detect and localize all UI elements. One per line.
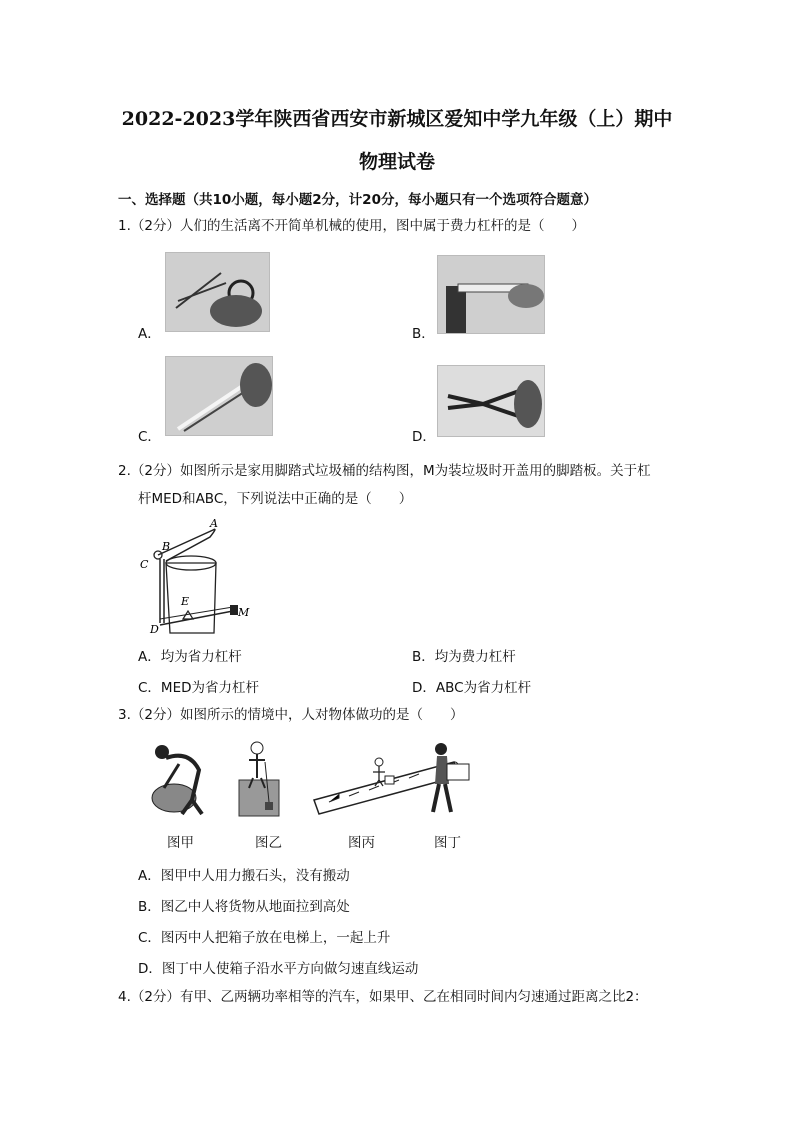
chopsticks-image xyxy=(166,357,272,435)
q1-option-a-label: A． xyxy=(138,326,161,342)
q3-option-a: A．图甲中人用力搬石头，没有搬动 xyxy=(138,868,350,884)
q1-option-d-label: D． xyxy=(412,429,436,445)
section-heading: 一、选择题（共10小题，每小题2分，计20分，每小题只有一个选项符合题意） xyxy=(118,192,597,208)
q1-chopsticks-photo xyxy=(165,356,273,436)
q3-scenes-figure xyxy=(144,740,474,820)
label-b: B xyxy=(162,540,171,553)
label-e: E xyxy=(181,595,190,608)
bottle-opener-image xyxy=(438,256,544,333)
question-3-stem: 3.（2分）如图所示的情境中，人对物体做功的是（ ） xyxy=(118,707,464,723)
q2-option-b: B．均为费力杠杆 xyxy=(412,649,516,665)
q3-option-d: D．图丁中人使箱子沿水平方向做匀速直线运动 xyxy=(138,961,419,977)
q1-scissors-photo xyxy=(165,252,270,332)
label-d: D xyxy=(150,623,159,636)
scene-jia xyxy=(152,745,202,814)
q1-bottle-opener-photo xyxy=(437,255,545,334)
q1-option-b-label: B． xyxy=(412,326,435,342)
q1-option-c-label: C． xyxy=(138,429,161,445)
scene-yi xyxy=(239,742,279,816)
label-c: C xyxy=(140,558,149,571)
q2-option-d: D．ABC为省力杠杆 xyxy=(412,680,532,696)
q3-option-c: C．图丙中人把箱子放在电梯上，一起上升 xyxy=(138,930,391,946)
trash-can-lever-diagram xyxy=(138,515,258,636)
caption-ding: 图丁 xyxy=(434,835,461,851)
q1-pliers-photo xyxy=(437,365,545,437)
label-a: A xyxy=(210,517,218,530)
caption-yi: 图乙 xyxy=(255,835,282,851)
question-2-stem-line2: 杆MED和ABC，下列说法中正确的是（ ） xyxy=(138,491,413,507)
pliers-image xyxy=(438,366,544,436)
q2-option-c: C．MED为省力杠杆 xyxy=(138,680,259,696)
caption-jia: 图甲 xyxy=(167,835,194,851)
q3-option-b: B．图乙中人将货物从地面拉到高处 xyxy=(138,899,350,915)
question-2-stem-line1: 2.（2分）如图所示是家用脚踏式垃圾桶的结构图，M为装垃圾时开盖用的脚踏板。关于杠 xyxy=(118,463,651,479)
question-1-stem: 1.（2分）人们的生活离不开简单机械的使用，图中属于费力杠杆的是（ ） xyxy=(118,218,585,234)
question-4-stem: 4.（2分）有甲、乙两辆功率相等的汽车，如果甲、乙在相同时间内匀速通过距离之比2： xyxy=(118,989,648,1005)
paper-title-line2: 物理试卷 xyxy=(358,151,435,173)
caption-bing: 图丙 xyxy=(348,835,375,851)
q2-option-a: A．均为省力杠杆 xyxy=(138,649,242,665)
scene-ding xyxy=(433,743,469,812)
label-m: M xyxy=(238,606,250,619)
scissors-image xyxy=(166,253,269,331)
paper-title-line1: 2022-2023学年陕西省西安市新城区爱知中学九年级（上）期中 xyxy=(121,108,673,130)
